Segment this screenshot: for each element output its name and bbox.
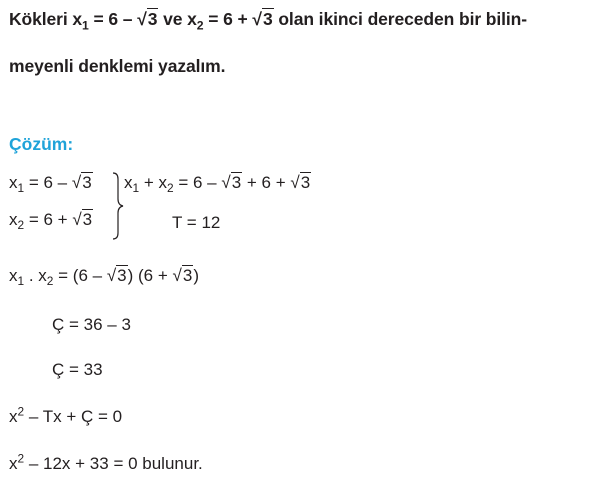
superscript: 2 bbox=[17, 451, 25, 466]
t-value: T = 12 bbox=[172, 213, 221, 232]
root-x1 bbox=[9, 173, 93, 196]
expression-text: – Tx + Ç = 0 bbox=[24, 407, 123, 426]
product-expression bbox=[9, 266, 199, 289]
variable: x bbox=[9, 454, 18, 473]
subscript: 1 bbox=[132, 181, 140, 196]
expression-text: = 6 – bbox=[24, 173, 72, 192]
solution-heading: Çözüm: bbox=[9, 134, 74, 154]
problem-text: = 6 – bbox=[88, 9, 138, 29]
sqrt-expression: √3 bbox=[137, 9, 158, 29]
c-step-1: Ç = 36 – 3 bbox=[52, 315, 131, 334]
subscript: 1 bbox=[82, 18, 89, 33]
expression-text: ) (6 + bbox=[127, 266, 173, 285]
radicand: 3 bbox=[117, 266, 127, 285]
problem-line-1 bbox=[9, 9, 528, 33]
expression-text: = (6 – bbox=[53, 266, 107, 285]
variable: x bbox=[9, 210, 18, 229]
problem-text: = 6 + bbox=[203, 9, 253, 29]
problem-text: olan ikinci dereceden bir bilin- bbox=[273, 9, 528, 29]
subscript: 2 bbox=[17, 218, 25, 233]
root-x2 bbox=[9, 210, 93, 233]
radicand: 3 bbox=[300, 173, 311, 192]
result-equation bbox=[9, 451, 203, 474]
subscript: 2 bbox=[196, 18, 204, 33]
sqrt-expression: √3 bbox=[72, 210, 93, 229]
radicand: 3 bbox=[147, 9, 158, 29]
subscript: 1 bbox=[17, 274, 25, 289]
radicand: 3 bbox=[182, 266, 193, 285]
curly-brace bbox=[111, 172, 125, 240]
variable: x bbox=[9, 407, 18, 426]
variable: x bbox=[9, 266, 18, 285]
sqrt-expression: √3 bbox=[71, 173, 92, 192]
variable: x bbox=[9, 173, 18, 192]
expression-text: – 12x + 33 = 0 bulunur. bbox=[24, 454, 203, 473]
variable: x bbox=[124, 173, 133, 192]
c-step-2: Ç = 33 bbox=[52, 360, 103, 379]
problem-line-2: meyenli denklemi yazalım. bbox=[9, 56, 226, 76]
sqrt-expression: √3 bbox=[252, 9, 273, 29]
radicand: 3 bbox=[262, 9, 273, 29]
sqrt-expression: √3 bbox=[106, 266, 127, 285]
subscript: 2 bbox=[167, 181, 174, 196]
expression-text: ) bbox=[193, 266, 199, 285]
expression-text: . x bbox=[24, 266, 47, 285]
problem-text: Kökleri x bbox=[9, 9, 83, 29]
general-equation bbox=[9, 404, 123, 427]
superscript: 2 bbox=[17, 404, 25, 419]
expression-text: = 6 + bbox=[24, 210, 73, 229]
expression-text: = 6 – bbox=[173, 173, 222, 192]
sqrt-expression: √3 bbox=[221, 173, 242, 192]
sqrt-expression: √3 bbox=[290, 173, 311, 192]
sum-expression bbox=[124, 173, 311, 196]
problem-text: ve x bbox=[158, 9, 197, 29]
radicand: 3 bbox=[231, 173, 242, 192]
expression-text: + x bbox=[139, 173, 167, 192]
radicand: 3 bbox=[82, 210, 93, 229]
expression-text: + 6 + bbox=[242, 173, 291, 192]
sqrt-expression: √3 bbox=[172, 266, 193, 285]
radicand: 3 bbox=[82, 173, 92, 192]
subscript: 1 bbox=[17, 181, 25, 196]
subscript: 2 bbox=[46, 274, 54, 289]
